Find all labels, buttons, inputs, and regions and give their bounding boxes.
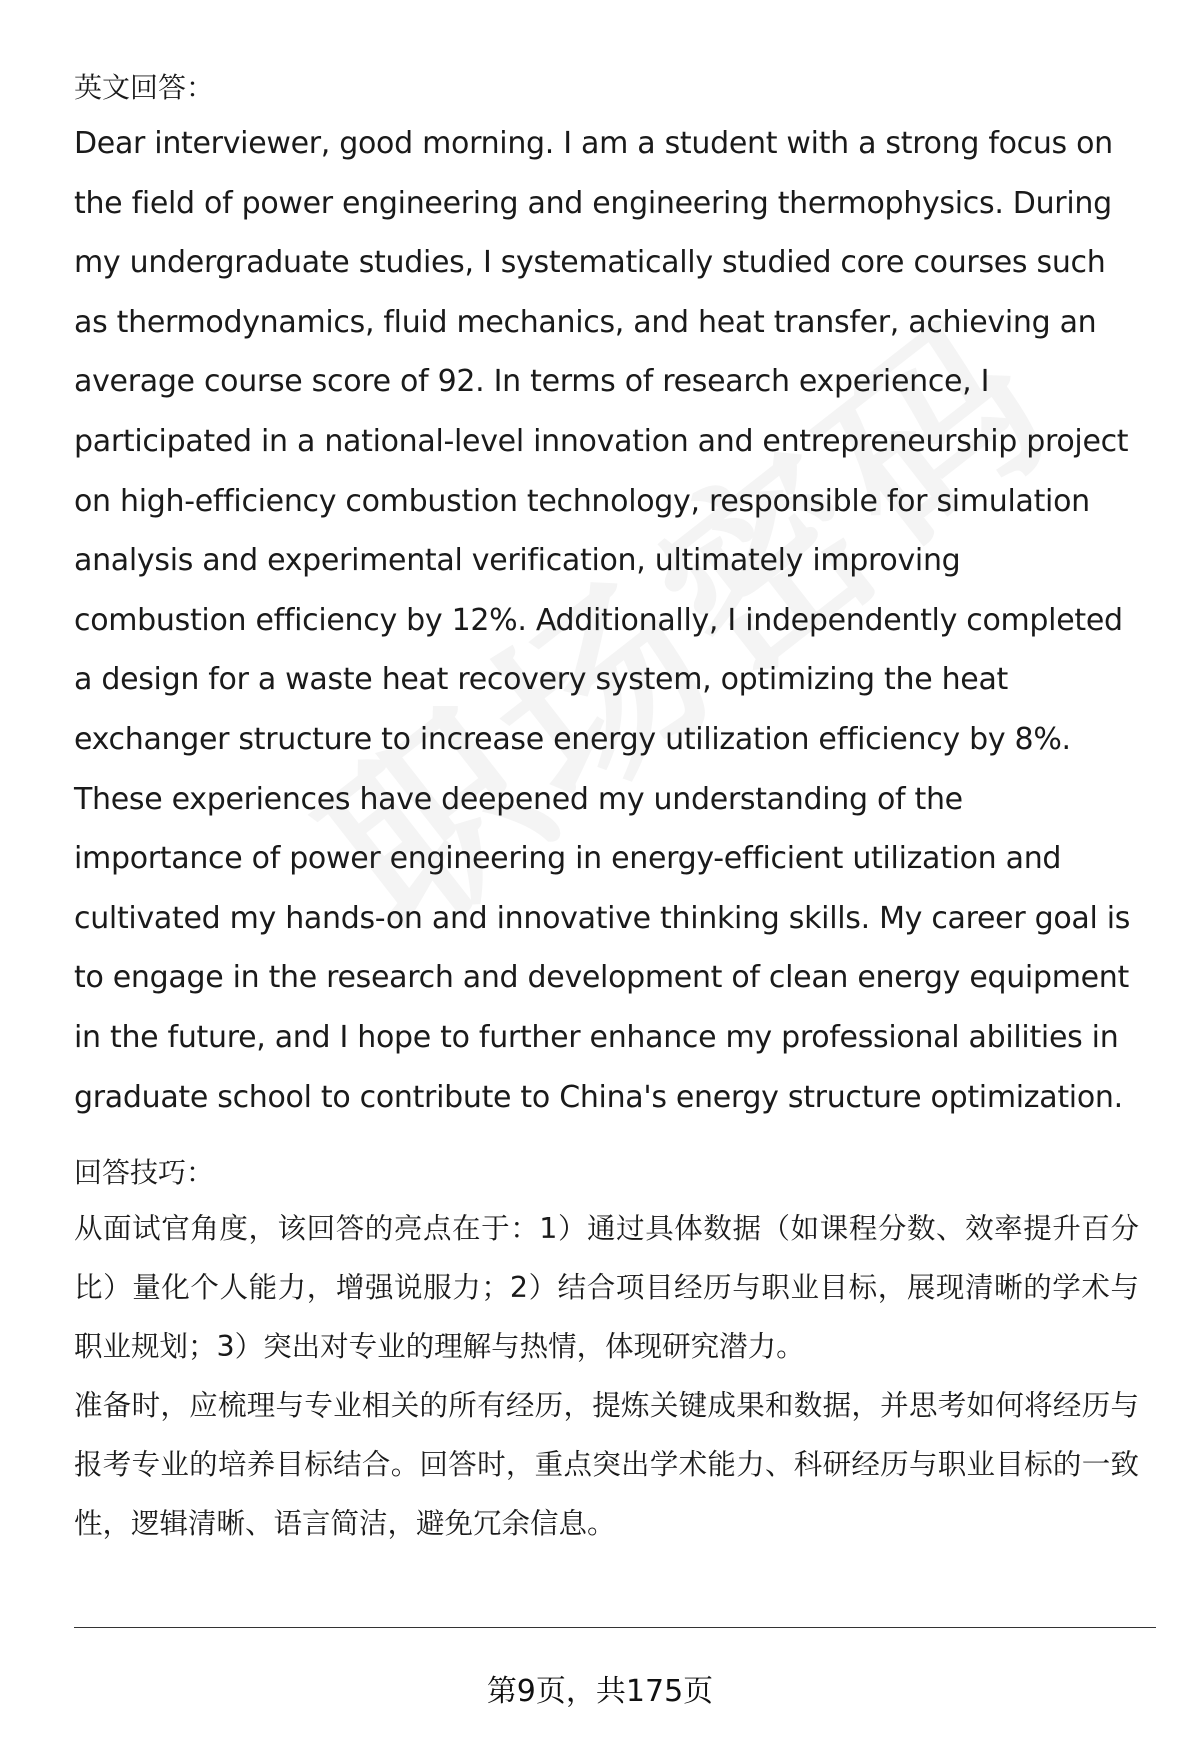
page-content [74, 62, 1139, 1553]
tips-label: 回答技巧： [74, 1156, 215, 1190]
page-number: 第9页，共175页 [486, 1674, 714, 1709]
english-answer-label: 英文回答： [74, 71, 215, 104]
tips-paragraph-2: 准备时，应梳理与专业相关的所有经历，提炼关键成果和数据，并思考如何将经历与报考专业的培养目标结合。回答时，重点突出学术能力、科研经历与职业目标的一致性，逻辑清晰、语言简洁，避免冗余信息。 [74, 1389, 1139, 1541]
footer-divider [74, 1627, 1156, 1628]
tips-paragraph-1: 从面试官角度，该回答的亮点在于：1）通过具体数据（如课程分数、效率提升百分比）量化个人能力，增强说服力；2）结合项目经历与职业目标，展现清晰的学术与职业规划；3）突出对专业的理解与热情，体现研究潜力。 [74, 1212, 1139, 1364]
english-answer-text: Dear interviewer, good morning. I am a student with a strong focus on the field of power engineering and engineering thermophysics. During my undergraduate studies, I systematically studied core courses such as thermodynamics, fluid mechanics, and heat transfer, achieving an average course score of 92. In terms of research experience, I participated in a national-level innovation and entrepreneurship project on high-efficiency combustion technology, responsible for simulation analysis and experimental verification, ultimately improving combustion efficiency by 12%. Additionally, I independently completed a design for a waste heat recovery system, optimizing the heat exchanger structure to increase energy utilization efficiency by 8%. These experiences have deepened my understanding of the importance of power engineering in energy-efficient utilization and cultivated my hands-on and innovative thinking skills. My career goal is to engage in the research and development of clean energy equipment in the future, and I hope to further enhance my professional abilities in graduate school to contribute to China's energy structure optimization. [74, 126, 1131, 1115]
